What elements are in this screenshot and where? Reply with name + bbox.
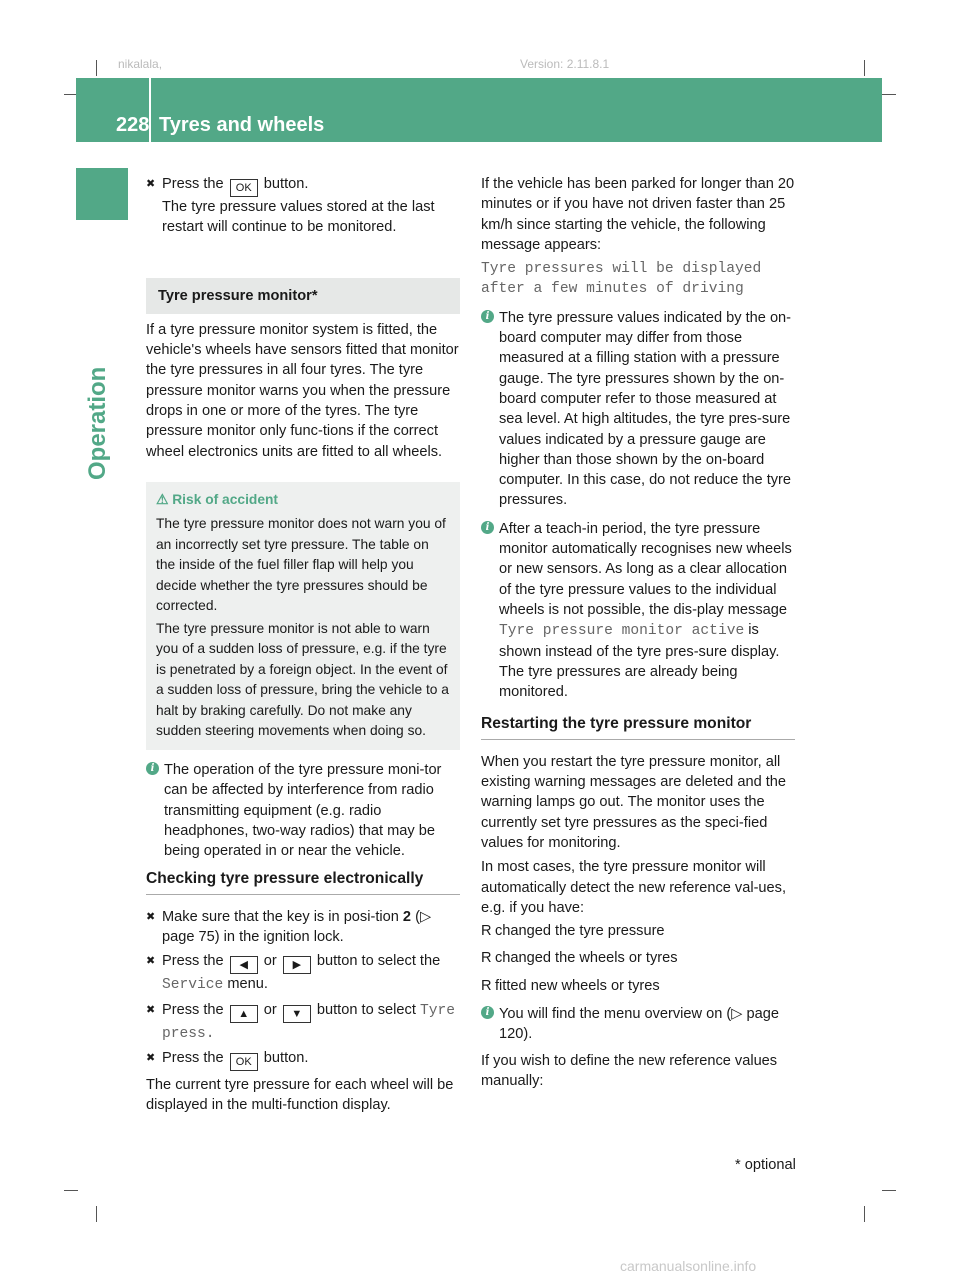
page-title: Tyres and wheels [159, 114, 325, 136]
subheading: Restarting the tyre pressure monitor [481, 714, 795, 739]
crop-mark [64, 1190, 78, 1191]
warning-paragraph: The tyre pressure monitor does not warn you of an incorrectly set tyre pressure. The table on the inside of the fuel filler flap will help you decide whether the tyre pressures should be corrected. [156, 516, 446, 614]
left-arrow-key-icon: ◀ [230, 956, 258, 974]
right-column [481, 174, 795, 1091]
step: ✖ Make sure that the key is in posi-tion 2 (▷ page 75) in the ignition lock. [146, 908, 432, 946]
display-message: Tyre pressures will be displayed [481, 261, 762, 278]
ok-key-icon: OK [230, 1053, 258, 1071]
info-note: i The operation of the tyre pressure moni-tor can be affected by interference from radio transmitting equipment (e.g. radio headphones, two-way radios) that may be being operated in or near the vehicle. [146, 760, 460, 861]
down-arrow-key-icon: ▼ [283, 1005, 311, 1023]
print-meta-left: nikalala, [118, 57, 163, 71]
crop-mark [96, 60, 97, 76]
warning-box [146, 482, 460, 750]
side-tab-box [76, 168, 128, 220]
paragraph: When you restart the tyre pressure monitor, all existing warning messages are deleted and the warning lamps go out. The monitor uses the currently set tyre pressures as the speci-fied values for monitoring. [481, 753, 787, 851]
step: ✖ Press the ◀ or ▶ button to select the Service menu. [146, 953, 441, 994]
info-icon: i [481, 310, 494, 323]
list-item: R fitted new wheels or tyres [481, 977, 660, 994]
crop-mark [882, 94, 896, 95]
step: ✖ Press the OK button. [146, 174, 460, 197]
result-paragraph: The current tyre pressure for each wheel will be displayed in the multi-function display. [146, 1076, 454, 1114]
info-icon: i [146, 762, 159, 775]
section-paragraph: If a tyre pressure monitor system is fitted, the vehicle's wheels have sensors fitted that monitor the tyre pressures in all four tyres. The tyre pressure monitor warns you when the pressure drops in one or more of the tyres. The tyre pressure monitor only func-tions if the correct wheel electronics units are fitted to all wheels. [146, 321, 459, 460]
paragraph: If the vehicle has been parked for longer than 20 minutes or if you have not driven faster than 25 km/h since starting the vehicle, the following message appears: [481, 176, 795, 253]
side-tab-label: Operation [84, 366, 111, 480]
info-icon: i [481, 521, 494, 534]
watermark: carmanualsonline.info [620, 1258, 757, 1274]
paragraph: In most cases, the tyre pressure monitor will automatically detect the new reference val-ues, e.g. if you have: [481, 859, 787, 916]
footer-note: * optional [735, 1157, 796, 1173]
subheading: Checking tyre pressure electronically [146, 869, 460, 894]
crop-mark [864, 60, 865, 76]
page-number: 228 [116, 114, 150, 136]
list-item: R changed the wheels or tyres [481, 950, 678, 967]
section-heading: Tyre pressure monitor* [146, 278, 460, 314]
ok-key-icon: OK [230, 179, 258, 197]
info-icon: i [481, 1006, 494, 1019]
paragraph: If you wish to define the new reference values manually: [481, 1052, 778, 1089]
print-meta-right: Version: 2.11.8.1 [520, 57, 610, 71]
right-arrow-key-icon: ▶ [283, 956, 311, 974]
warning-paragraph: The tyre pressure monitor is not able to warn you of a sudden loss of pressure, e.g. if the tyre is penetrated by a foreign object. In the event of a sudden loss of pressure, bring the vehicle to a halt by braking carefully. Do not make any sudden steering movements when doing so. [156, 620, 449, 739]
display-message: after a few minutes of driving [481, 281, 744, 298]
left-column [146, 174, 460, 1116]
step: ✖ Press the ▲ or ▼ button to select Tyre press. [146, 1001, 455, 1042]
crop-mark [96, 1206, 97, 1222]
warning-triangle-icon: ⚠ [156, 491, 169, 507]
info-note: i After a teach-in period, the tyre pressure monitor automatically recognises new wheels or new sensors. As long as a clear allocation of the tyre pressure values to the individual wheels is not possible, the dis-play message Tyre pressure monitor active is shown instead of the tyre pres-sure display. The tyre pressures are already being monitored. [481, 519, 795, 703]
warning-title: ⚠ Risk of accident [156, 491, 279, 507]
info-note: i The tyre pressure values indicated by the on-board computer may differ from those measured at a filling station with a pressure gauge. The tyre pressures shown by the on-board computer refer to those measured at sea level. At high altitudes, the tyre pres-sure values indicated by a pressure gauge are higher than those shown by the on-board computer. In this case, do not reduce the tyre pressures. [481, 308, 795, 511]
crop-mark [864, 1206, 865, 1222]
step-continuation: The tyre pressure values stored at the last restart will continue to be monitored. [162, 199, 435, 236]
up-arrow-key-icon: ▲ [230, 1005, 258, 1023]
info-note: i You will find the menu overview on (▷ page 120). [481, 1004, 795, 1045]
step: ✖ Press the OK button. [146, 1048, 460, 1071]
crop-mark [882, 1190, 896, 1191]
list-item: R changed the tyre pressure [481, 923, 665, 940]
